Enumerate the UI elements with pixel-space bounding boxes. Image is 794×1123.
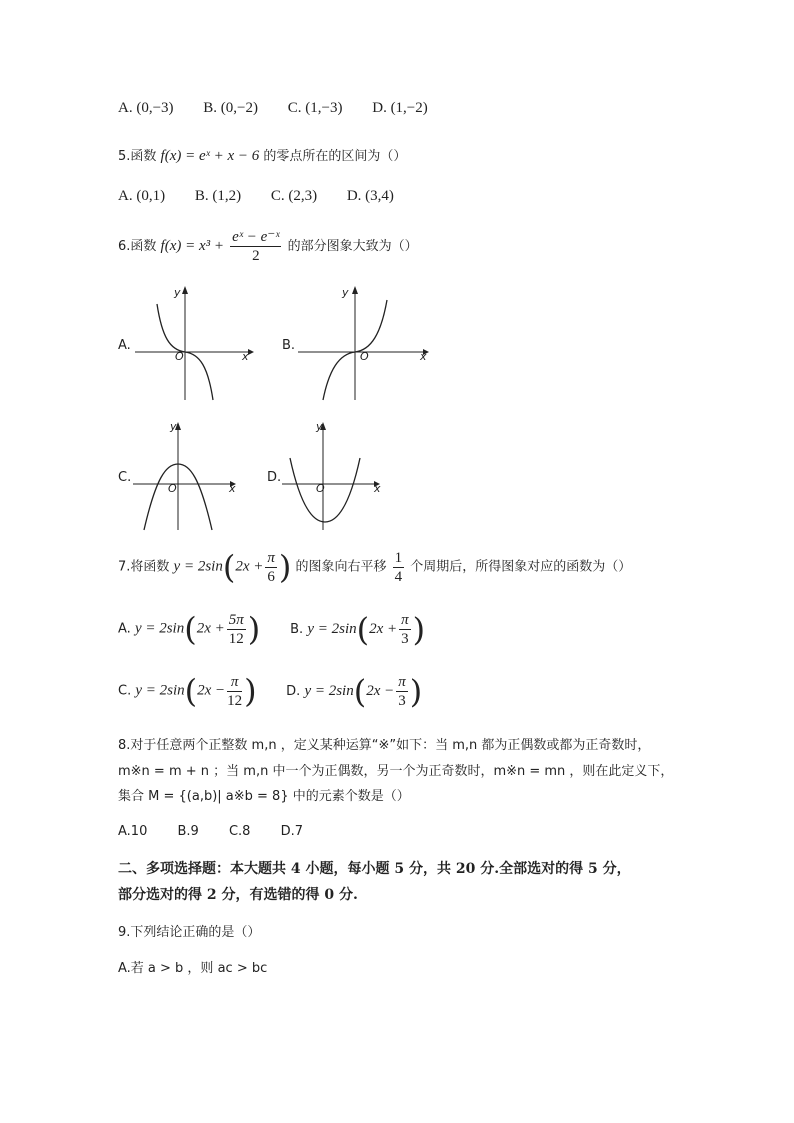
paren: ) [244,672,257,710]
q7-option-a [118,610,286,648]
graph-a-x-label: x [242,350,249,363]
paren: ( [353,672,367,710]
q7-option-b-expr: y = 2sin [307,620,357,637]
q8-option-c: C.8 [228,824,251,839]
graph-c-y-label: y [170,420,177,433]
q7-fraction-den: 6 [267,568,275,585]
q9-option-a: A.若 a > b ，则 ac > bc [118,961,268,976]
q6-expression: f(x) = x³ + [160,238,225,254]
q7-option-d-label: D. [286,683,301,699]
q6-fraction [230,228,281,265]
q6-fraction-denominator: 2 [252,248,260,264]
q7-fraction-num: π [267,549,275,566]
q7-option-b-label: B. [290,621,304,637]
q7-option-b [290,610,426,648]
q8-line-3: 集合 M = {(a,b)| a※b = 8} 中的元素个数是（） [118,789,410,804]
q8-option-d: D.7 [280,824,303,839]
q7-suffix: 个周期后，所得图象对应的函数为（） [410,559,632,575]
paren: ) [412,610,426,648]
q4-options [118,100,454,117]
q5-stem [118,145,406,165]
q9-stem: 9.下列结论正确的是（） [118,925,261,940]
q8-option-a: A.10 [118,824,148,839]
graph-d-curve [290,458,360,522]
num: π [227,673,242,692]
q7-option-d-expr: y = 2sin [304,682,354,699]
graph-a-label: A. [118,338,131,353]
q4-option-a: A. (0,−3) [118,100,174,116]
graph-d-label: D. [267,470,282,485]
q7-option-b-frac [399,611,411,648]
num: 5π [228,611,244,628]
q4-option-c: C. (1,−3) [287,100,343,116]
q7-stem [118,548,631,586]
num: π [401,611,409,628]
graph-d-origin: O [316,482,325,495]
graph-c-origin: O [168,482,177,495]
paren: ( [184,610,197,648]
q5-options [118,188,420,205]
q7-options-row1 [118,610,425,648]
q6-stem [118,228,418,265]
den: 3 [401,630,409,647]
graph-b-label: B. [282,338,296,353]
q7-option-a-inner: 2x + [196,620,225,637]
q7-fraction [265,549,277,586]
paren: ) [247,610,261,648]
q7-option-a-label: A. [118,621,131,637]
q7-quarter-num: 1 [394,549,403,566]
q8-line-1: 8.对于任意两个正整数 m,n ，定义某种运算“※”如下：当 m,n 都为正偶数或都为正奇数时， [118,738,651,753]
q5-option-b: B. (1,2) [194,188,242,204]
q7-option-d [286,672,423,710]
q7-right-paren: ) [278,548,292,586]
q5-option-d: D. (3,4) [346,188,394,204]
q7-quarter [393,549,405,586]
graph-d-x-label: x [374,482,381,495]
q6-number: 6.函数 [118,239,157,254]
den: 3 [398,692,406,709]
section2-heading-line-2: 部分选对的得 2 分，有选错的得 0 分. [118,887,358,903]
graph-c-label: C. [118,470,132,485]
graph-c [130,418,245,534]
q7-option-c [118,672,282,710]
q7-number: 7.将函数 [118,559,170,575]
q4-option-d: D. (1,−2) [372,100,428,116]
graph-a-y-arrow [182,286,188,294]
q5-number: 5.函数 [118,149,157,164]
q6-suffix: 的部分图象大致为（） [287,239,418,254]
graph-b-origin: O [360,350,369,363]
q6-fraction-numerator: eˣ − e⁻ˣ [232,229,280,245]
q7-left-paren: ( [222,548,236,586]
q5-option-c: C. (2,3) [270,188,318,204]
graph-a-y-label: y [174,286,181,299]
q7-option-d-frac [396,673,408,710]
graph-d-y-label: y [316,420,323,433]
q7-option-a-frac [227,611,246,648]
q7-option-c-frac [227,673,242,710]
q4-option-b: B. (0,−2) [203,100,259,116]
graph-a-origin: O [175,350,184,363]
q7-mid: 的图象向右平移 [295,559,387,575]
graph-b-x-label: x [420,350,427,363]
graph-a [130,282,260,404]
q7-expression: y = 2sin [173,558,223,575]
section2-heading-line-1: 二、多项选择题：本大题共 4 小题，每小题 5 分，共 20 分.全部选对的得 5 分， [118,861,631,877]
q5-option-a: A. (0,1) [118,188,166,204]
paren: ) [409,672,423,710]
q7-quarter-den: 4 [394,568,403,585]
graph-c-x-label: x [229,482,236,495]
graph-b-y-label: y [342,286,349,299]
graph-b [295,282,435,404]
paren: ( [184,672,198,710]
q7-option-c-expr: y = 2sin [135,682,185,699]
q7-inner: 2x + [235,558,264,575]
paren: ( [356,610,370,648]
q8-option-b: B.9 [177,824,199,839]
q5-suffix: 的零点所在的区间为（） [263,149,407,164]
graph-b-y-arrow [352,286,358,294]
q7-option-d-inner: 2x − [366,682,395,699]
q7-option-c-inner: 2x − [197,682,226,699]
den: 12 [227,692,243,709]
graph-d [280,418,390,534]
den: 12 [228,630,244,647]
q7-option-c-label: C. [118,683,132,699]
q7-options-row2 [118,672,422,710]
q8-line-2: m※n = m + n ；当 m,n 中一个为正偶数，另一个为正奇数时，m※n = mn ，则在此定义下， [118,764,674,779]
q8-options [118,824,329,839]
q7-option-b-inner: 2x + [369,620,398,637]
q7-option-a-expr: y = 2sin [134,620,185,637]
q5-expression: f(x) = eˣ + x − 6 [160,148,260,164]
num: π [398,673,406,690]
